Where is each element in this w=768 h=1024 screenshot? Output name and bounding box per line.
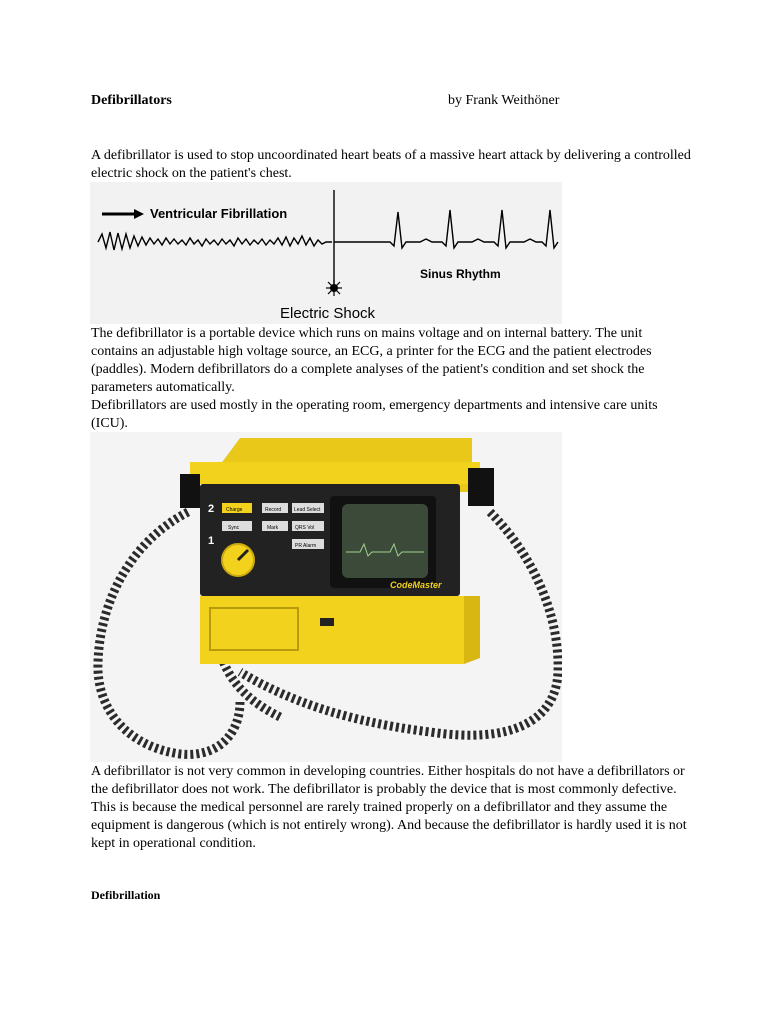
ecg-diagram [90,182,562,324]
sinus-rhythm-waveform [334,210,558,248]
paddle-holder-left [180,474,200,508]
document-title: Defibrillators [91,93,172,108]
device-top [190,462,480,484]
monitor-screen [342,504,428,578]
defibrillator-photo [90,432,562,762]
paragraph-intro: A defibrillator is used to stop uncoordinated heart beats of a massive heart attack by delivering a controlled electric shock on the patient's chest. [91,148,691,181]
pr-alarm-label: PR Alarm [295,543,317,549]
arrow-head-icon [134,209,144,219]
sinus-rhythm-label: Sinus Rhythm [420,267,501,281]
brand-label: CodeMaster [390,580,442,590]
ecg-figure [90,182,562,324]
lead-select-label: Lead Select [294,507,321,513]
paddle-holder-right [468,468,494,506]
shock-burst-icon [326,280,342,296]
defibrillator-illustration [90,432,562,762]
charge-button-label: Charge [226,507,243,513]
paragraph-usage: Defibrillators are used mostly in the operating room, emergency departments and intensive care units (ICU). [91,398,658,431]
section-heading-defibrillation: Defibrillation [91,888,161,902]
paragraph-developing-countries: A defibrillator is not very common in developing countries. Either hospitals do not have a defibrillators or the defibrillator does not work. The defibrillator is probably the device that is most commonly defective. This is because the medical personnel are rarely trained properly on a defibrillator and they assume the equipment is dangerous (which is not entirely wrong). And because the defibrillator is hardly used it is not kept in operational condition. [91,764,687,851]
qrs-volume-label: QRS Vol [295,525,315,531]
electric-shock-label: Electric Shock [280,305,376,322]
record-button-label: Record [265,507,282,513]
device-base-side [464,596,480,664]
ventricular-fibrillation-label: Ventricular Fibrillation [150,206,288,221]
device-base [200,596,464,664]
step-1-number: 1 [208,535,215,547]
latch-slot [320,618,334,626]
paragraph-device: The defibrillator is a portable device which runs on mains voltage and on internal battery. The unit contains an adjustable high voltage source, an ECG, a printer for the ECG and the patient electrodes (paddles). Modern defibrillators do a complete analyses of the patient's condition and set shock the parameters automatically. [91,326,652,395]
mark-button-label: Mark [267,525,279,531]
fibrillation-waveform [98,232,332,250]
document-author: by Frank Weithöner [448,93,560,108]
sync-button-label: Sync [228,525,240,531]
step-2-number: 2 [208,503,215,515]
